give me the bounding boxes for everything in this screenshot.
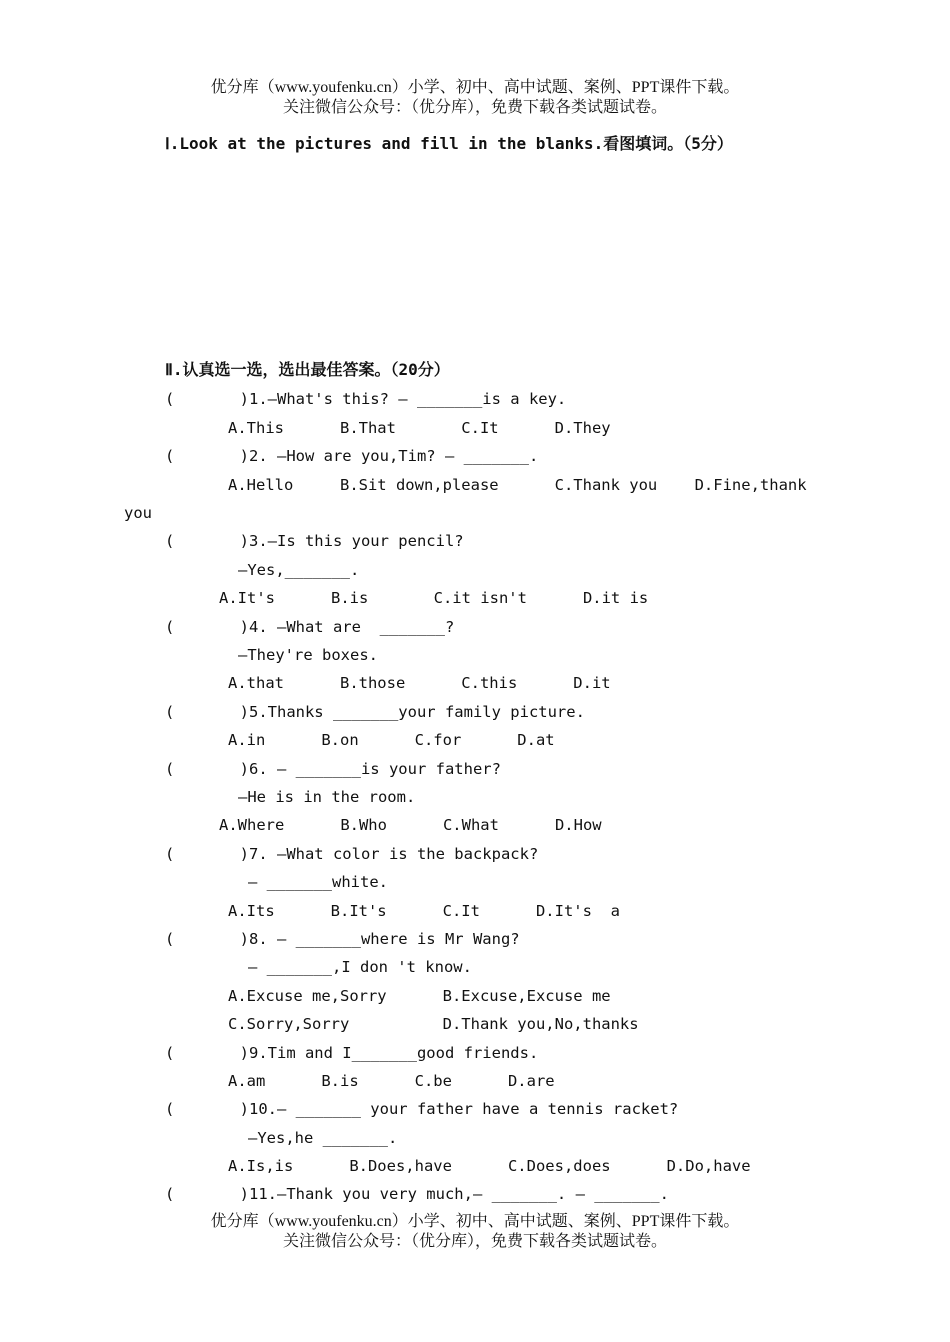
footer-line-2: 关注微信公众号：（优分库），免费下载各类试题试卷。 xyxy=(282,1233,667,1250)
section-2-title: Ⅱ.认真选一选，选出最佳答案。（20分） xyxy=(165,360,450,379)
question-8-options-b: C.Sorry,Sorry D.Thank you,No,thanks xyxy=(228,1015,639,1033)
question-8: ( )8. — _______where is Mr Wang? xyxy=(165,930,520,948)
question-9: ( )9.Tim and I_______good friends. xyxy=(165,1044,539,1062)
question-3-reply: —Yes,_______. xyxy=(238,561,360,579)
question-10-reply: —Yes,he _______. xyxy=(248,1129,398,1147)
question-2-options-wrap: you xyxy=(124,504,152,522)
header-line-1: 优分库（www.youfenku.cn）小学、初中、高中试题、案例、PPT课件下载。 xyxy=(210,79,740,96)
question-1: ( )1.—What's this? — _______is a key. xyxy=(165,390,567,408)
question-2: ( )2. —How are you,Tim? — _______. xyxy=(165,447,539,465)
question-7: ( )7. —What color is the backpack? xyxy=(165,845,539,863)
question-8-reply: — _______,I don 't know. xyxy=(248,958,472,976)
question-2-options: A.Hello B.Sit down,please C.Thank you D.Fine,thank xyxy=(228,476,807,494)
question-5-options: A.in B.on C.for D.at xyxy=(228,731,555,749)
question-9-options: A.am B.is C.be D.are xyxy=(228,1072,555,1090)
question-6: ( )6. — _______is your father? xyxy=(165,760,501,778)
question-11: ( )11.—Thank you very much,— _______. — _______. xyxy=(165,1185,669,1203)
question-4-reply: —They're boxes. xyxy=(238,646,378,664)
question-7-reply: — _______white. xyxy=(248,873,388,891)
question-5: ( )5.Thanks _______your family picture. xyxy=(165,703,585,721)
question-4-options: A.that B.those C.this D.it xyxy=(228,674,611,692)
question-1-options: A.This B.That C.It D.They xyxy=(228,419,611,437)
footer-line-1: 优分库（www.youfenku.cn）小学、初中、高中试题、案例、PPT课件下载。 xyxy=(210,1213,740,1230)
question-4: ( )4. —What are _______? xyxy=(165,618,455,636)
question-10: ( )10.— _______ your father have a tennis racket? xyxy=(165,1100,679,1118)
question-3-options: A.It's B.is C.it isn't D.it is xyxy=(219,589,649,607)
section-1-title: Ⅰ.Look at the pictures and fill in the blanks.看图填词。（5分） xyxy=(165,134,733,153)
question-6-reply: —He is in the room. xyxy=(238,788,416,806)
question-10-options: A.Is,is B.Does,have C.Does,does D.Do,have xyxy=(228,1157,751,1175)
question-7-options: A.Its B.It's C.It D.It's a xyxy=(228,902,620,920)
question-3: ( )3.—Is this your pencil? xyxy=(165,532,464,550)
question-8-options-a: A.Excuse me,Sorry B.Excuse,Excuse me xyxy=(228,987,611,1005)
question-6-options: A.Where B.Who C.What D.How xyxy=(219,816,602,834)
header-line-2: 关注微信公众号：（优分库），免费下载各类试题试卷。 xyxy=(282,99,667,116)
